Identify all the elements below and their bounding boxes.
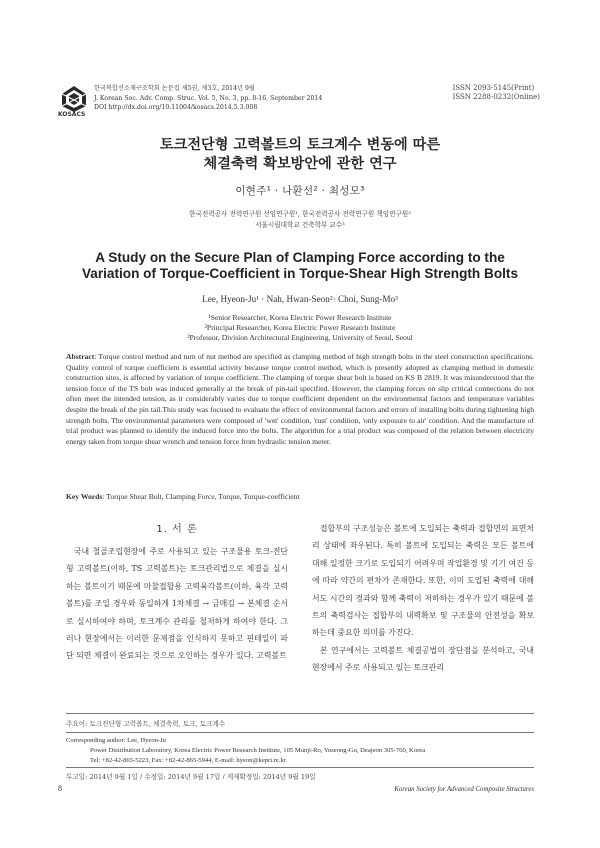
corresponding-author bbox=[66, 736, 536, 765]
title-kr-line1: 토크전단형 고력볼트의 토크계수 변동에 따른 bbox=[159, 137, 441, 153]
right-column-paragraph-2: 본 연구에서는 고력볼트 체결공법의 장단점을 분석하고, 국내현장에서 주로 사용되고 있는 토크관리 bbox=[312, 645, 534, 673]
page-number: 8 bbox=[58, 784, 62, 793]
left-column bbox=[66, 520, 288, 665]
issn-online: ISSN 2288-0232(Online) bbox=[452, 93, 540, 101]
issn-print: ISSN 2093-5145(Print) bbox=[452, 84, 535, 92]
abstract-text: : Torque control method and turn of nut method are specified as clamping method of high strength bolts in the steel construction specifications. Quality control of torque coefficient is essential activity because torque control method, which is presently adopted as clamping method in domestic construction sites, is affected by variation of torque coefficient. The clamping of torque shear bolt is based on KS B 2819. It was misunderstood that the tension force of the TS bolt was induced generally at the break of pin-tail specified. However, the clamping forces on slip critical connections do not often meet the intended tension, as it considerably varies due to torque coefficient dependent on the environmental factors and temperature variables despite the break of the pin tail.This study was focused to evaluate the effect of environmental factors and errors of installing bolts during tightening high strength bolts. The environmental parameters were composed of 'wet' condition, 'rust' condition, 'only exposure to air' condition. And the manufacture of trial product was planned to identify the induced force into the bolts. The algorithm for a trial product was composed of the relation between electricity energy taken from torque shear wrench and tension force from hydraulic tension meter. bbox=[66, 352, 534, 446]
authors-en: Lee, Hyeon-Ju¹ · Nah, Hwan-Seon²· Choi, Sung-Mo³ bbox=[202, 294, 398, 304]
footer-society: Korean Society for Advanced Composite Structures bbox=[394, 786, 534, 793]
abstract-label: Abstract bbox=[66, 352, 95, 361]
keywords bbox=[66, 492, 534, 501]
affiliation-en-2: ²Principal Researcher, Korea Electric Power Research Institute bbox=[204, 323, 396, 332]
left-column-paragraph: 국내 철골조립현장에 주로 사용되고 있는 구조물용 토크-전단형 고력볼트(이하, TS 고력볼트)는 토크관리법으로 체결을 실시하는 볼트이기 때문에 마찰접합용 고력육각볼트(이하, 육각 고력볼트)를 조일 경우와 동일하게 1차체결 → 금매김 → 본체결 순서로 실시하여야 하며, 토크계수 관리를 철저하게 하여야 한다. 그러나 현장에서는 이러한 문제점을 인식하지 못하고 핀테일이 파단 되면 체결이 완료되는 것으로 오인하는 경우가 있다. 고력볼트 bbox=[66, 547, 288, 661]
journal-header bbox=[58, 84, 540, 124]
keywords-kr-footnote: 주요어: 토크전단형 고력볼트, 체결축력, 토크, 토크계수 bbox=[66, 720, 226, 728]
logo-text: KOSACS bbox=[58, 111, 86, 118]
authors-kr: 이현주¹ · 나환선² · 최성모³ bbox=[235, 185, 365, 197]
right-column bbox=[312, 520, 534, 677]
title-en-line1: A Study on the Secure Plan of Clamping Force according to the bbox=[95, 250, 505, 265]
corresponding-contact: Tel: +82-42-865-5223, Fax: +82-42-865-5944, E-mail: hyeon@kepri.re.kr bbox=[90, 756, 286, 764]
corresponding-name: Corresponding author: Lee, Hyeon-Ju bbox=[66, 737, 166, 744]
issn-block bbox=[453, 84, 540, 102]
affiliation-kr-line2: 서울시립대학교 건축학부 교수³ bbox=[255, 221, 345, 229]
footnote-divider-top bbox=[66, 713, 534, 714]
journal-name-en: J. Korean Soc. Adv. Comp. Struc. Vol. 5, No. 3, pp. 8-16, September 2014 bbox=[94, 94, 323, 102]
affiliation-kr-line1: 한국전력공사 전력연구원 선임연구원¹, 한국전력공사 전력연구원 책임연구원² bbox=[189, 210, 411, 218]
affiliations-en bbox=[0, 313, 600, 343]
journal-citation bbox=[94, 84, 322, 113]
title-en-line2: Variation of Torque-Coefficient in Torque-Shear High Strength Bolts bbox=[81, 266, 518, 281]
section-heading: 1. 서 론 bbox=[156, 524, 198, 535]
keywords-text: : Torque Shear Bolt, Clamping Force, Torque, Torque-coefficient bbox=[102, 492, 300, 501]
journal-name-kr: 한국복합신소재구조학회 논문집 제5권, 제3호, 2014년 9월 bbox=[94, 85, 255, 92]
title-kr-line2: 체결축력 확보방안에 관한 연구 bbox=[203, 156, 397, 172]
doi-link[interactable]: DOI http://dx.doi.org/10.11004/kosacs.2014.5.3.008 bbox=[94, 104, 258, 111]
footnote-divider-mid bbox=[66, 732, 534, 733]
affiliation-en-1: ¹Senior Researcher, Korea Electric Power Research Institute bbox=[208, 313, 392, 322]
affiliation-en-3: ³Professor, Division Architectural Engineering, University of Seoul, Seoul bbox=[187, 333, 413, 342]
right-column-paragraph-1: 접합부의 구조성능은 볼트에 도입되는 축력과 접합면의 표면처리 상태에 좌우된다. 특히 볼트에 도입되는 축력은 모든 볼트에 대해 일정한 크기로 도입되기 어려우며 작업환경 및 기기 여건 등에 따라 약간의 편차가 존재한다. 또한, 이미 도입된 축력에 대해서도 시간의 경과와 함께 축력이 저하하는 경우가 있기 때문에 볼트의 축력검사는 접합부의 내력확보 및 구조물의 안전성을 확보하는데 중요한 의미를 가진다. bbox=[312, 524, 534, 638]
keywords-label: Key Words bbox=[66, 492, 103, 501]
footnote-divider-bottom bbox=[66, 767, 534, 768]
corresponding-address: Power Distribution Laboratory, Korea Electric Power Research Institute, 105 Munji-Ro, Yuseong-Gu, Deajeon 305-760, Korea bbox=[90, 746, 426, 754]
submission-dates: 투고일: 2014년 9월 1일 / 수정일: 2014년 9월 17일 / 게재확정일: 2014년 9월 19일 bbox=[66, 773, 316, 781]
abstract bbox=[66, 352, 534, 447]
